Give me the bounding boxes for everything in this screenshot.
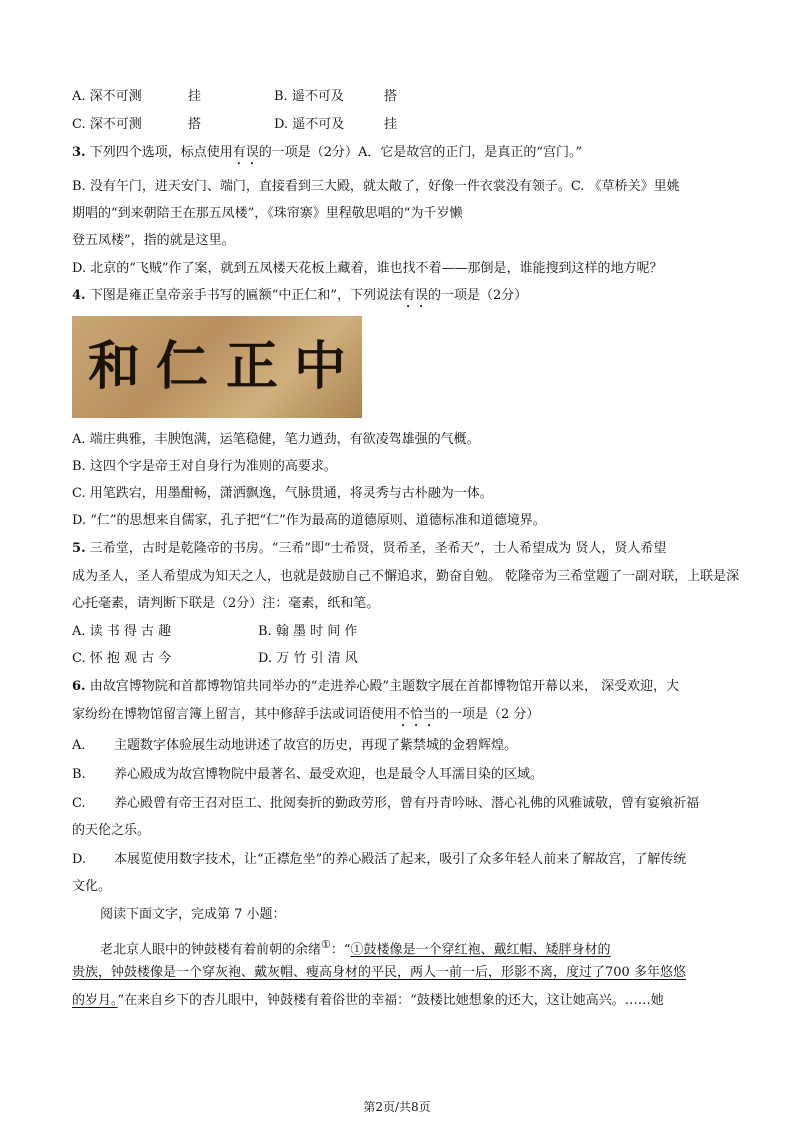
q3-stem bbox=[72, 144, 582, 168]
q4-option-a: A. 端庄典雅，丰腴饱满，运笔稳健，笔力遒劲，有欲凌驾雄强的气概。 bbox=[72, 432, 480, 447]
q5-option-d: D. 万 竹 引 清 风 bbox=[258, 651, 358, 666]
q3-stem-text: 下列四个选项，标点使用 bbox=[89, 145, 233, 160]
q2-option-c-word: 搭 bbox=[188, 117, 202, 132]
plaque-char-4: 中 bbox=[293, 336, 346, 397]
q5-number: 5. bbox=[72, 541, 86, 556]
q4-option-d: D. “仁”的思想来自儒家，孔子把“仁”作为最高的道德原则、道德标准和道德境界。 bbox=[72, 513, 546, 528]
q5-line-3: 心托毫素，请判断下联是（2分）注：毫素，纸和笔。 bbox=[72, 596, 380, 611]
plaque-char-3: 正 bbox=[225, 336, 278, 397]
q3-line-b1: B. 没有午门，进天安门、端门，直接看到三大殿，就太敞了，好像一件衣裳没有领子。C. 《草桥关》里姚 bbox=[72, 179, 680, 194]
q4-option-b: B. 这四个字是帝王对自身行为准则的高要求。 bbox=[72, 459, 337, 474]
reading-line-2 bbox=[72, 964, 686, 982]
reading-line-3 bbox=[72, 992, 664, 1010]
reading-underlined-2: 贵族，钟鼓楼像是一个穿灰袍、戴灰帽、瘦高身材的平民，两人一前一后，形影不离，度过了700 多年悠悠 bbox=[72, 965, 686, 980]
q6-emphasis: 不恰当 bbox=[397, 707, 437, 722]
q6-line-2-text-2: 的一项是（2 分） bbox=[436, 707, 540, 722]
q5-option-b: B. 翰 墨 时 间 作 bbox=[258, 624, 358, 639]
q4-option-c: C. 用笔跌宕，用墨酣畅，潇洒飘逸，气脉贯通，将灵秀与古朴融为一体。 bbox=[72, 486, 493, 501]
reading-line-1 bbox=[100, 936, 611, 959]
q6-option-d-line-2: 文化。 bbox=[72, 879, 112, 894]
q2-option-d: D. 遥不可及 bbox=[274, 117, 345, 132]
q2-option-d-word: 挂 bbox=[384, 117, 398, 132]
q6-line-2 bbox=[72, 706, 539, 730]
q5-option-c: C. 怀 抱 观 古 今 bbox=[72, 651, 172, 666]
q3-line-b2: 期唱的“到来朝陪王在那五凤楼”，《珠帘寨》里程敬思唱的“为千岁懒 bbox=[72, 206, 463, 221]
q6-line-1-text: 由故宫博物院和首都博物馆共同举办的“走进养心殿”主题数字展在首都博物馆开幕以来， 深受欢迎，大 bbox=[89, 679, 680, 694]
q6-line-1 bbox=[72, 678, 679, 696]
q5-line-1 bbox=[72, 540, 666, 558]
reading-underlined-1: ①鼓楼像是一个穿红袍、戴红帽、矮胖身材的 bbox=[350, 942, 611, 958]
q6-option-c-line-1: 养心殿曾有帝王召对臣工、批阅奏折的勤政劳形，曾有丹青吟咏、潜心礼佛的风雅诚敬，曾有宴飨祈福 bbox=[114, 796, 700, 811]
q2-option-b-word: 搭 bbox=[384, 89, 398, 104]
q6-option-b-label: B. bbox=[72, 767, 86, 782]
plaque-char-2: 仁 bbox=[155, 336, 208, 397]
q6-option-d-line-1: 本展览使用数字技术，让“正襟危坐”的养心殿活了起来，吸引了众多年轻人前来了解故宫，了解传统 bbox=[114, 852, 687, 867]
q6-option-a: 主题数字体验展生动地讲述了故宫的历史，再现了紫禁城的金碧辉煌。 bbox=[114, 738, 518, 753]
q6-option-c-label: C. bbox=[72, 796, 86, 811]
q4-stem-emphasis: 有误 bbox=[402, 288, 429, 303]
q5-option-a: A. 读 书 得 古 趣 bbox=[72, 624, 172, 639]
q2-option-a: A. 深不可测 bbox=[72, 89, 142, 104]
q4-stem-text: 下图是雍正皇帝亲手书写的匾额“中正仁和”，下列说法 bbox=[89, 288, 403, 303]
reading-underlined-3: 的岁月。 bbox=[72, 993, 118, 1008]
q6-option-d-label: D. bbox=[72, 852, 87, 867]
q2-option-c: C. 深不可测 bbox=[72, 117, 142, 132]
q5-line-2: 成为圣人，圣人希望成为知天之人，也就是鼓励自己不懈追求，勤奋自勉。 乾隆帝为三希堂题了一副对联，上联是深 bbox=[72, 569, 740, 584]
reading-line-1-text: 老北京人眼中的钟鼓楼有着前朝的余绪 bbox=[100, 942, 322, 958]
reading-intro: 阅读下面文字，完成第 7 小题： bbox=[100, 907, 286, 922]
q4-number: 4. bbox=[72, 288, 86, 303]
reading-line-3-text: ”在来自乡下的杏儿眼中，钟鼓楼有着俗世的幸福：“鼓楼比她想象的还大，这让她高兴。……她 bbox=[117, 993, 664, 1008]
q6-number: 6. bbox=[72, 679, 86, 694]
q6-option-a-label: A. bbox=[72, 738, 86, 753]
reading-line-1-colon: ：“ bbox=[330, 942, 351, 958]
q3-stem-text-2: 的一项是（2分）A．它是故宫的正门，是真正的“宫门。” bbox=[258, 145, 583, 160]
q2-option-a-word: 挂 bbox=[188, 89, 202, 104]
q2-option-b: B. 遥不可及 bbox=[274, 89, 344, 104]
calligraphy-plaque-image bbox=[72, 316, 362, 418]
q3-option-d: D. 北京的“飞贼”作了案，就到五凤楼天花板上藏着，谁也找不着——那倒是，谁能搜到这样的地方呢？ bbox=[72, 261, 663, 276]
page-footer: 第2页/共8页 bbox=[363, 1100, 431, 1114]
q3-number: 3. bbox=[72, 145, 86, 160]
q4-stem-text-2: 的一项是（2分） bbox=[428, 288, 528, 303]
q6-option-c-line-2: 的天伦之乐。 bbox=[72, 823, 151, 838]
plaque-char-1: 和 bbox=[87, 336, 140, 397]
q6-option-b: 养心殿成为故宫博物院中最著名、最受欢迎，也是最令人耳濡目染的区域。 bbox=[114, 767, 544, 782]
q6-line-2-text: 家纷纷在博物馆留言簿上留言，其中修辞手法或词语使用 bbox=[72, 707, 398, 722]
q4-stem bbox=[72, 287, 527, 311]
footnote-marker: ① bbox=[321, 938, 331, 951]
q5-line-1-text: 三希堂，古时是乾隆帝的书房。“三希”即“士希贤，贤希圣，圣希天”，士人希望成为 贤人，贤人希望 bbox=[89, 541, 667, 556]
q3-line-b3: 登五凤楼”，指的就是这里。 bbox=[72, 233, 235, 248]
q3-stem-emphasis: 有误 bbox=[232, 145, 259, 160]
